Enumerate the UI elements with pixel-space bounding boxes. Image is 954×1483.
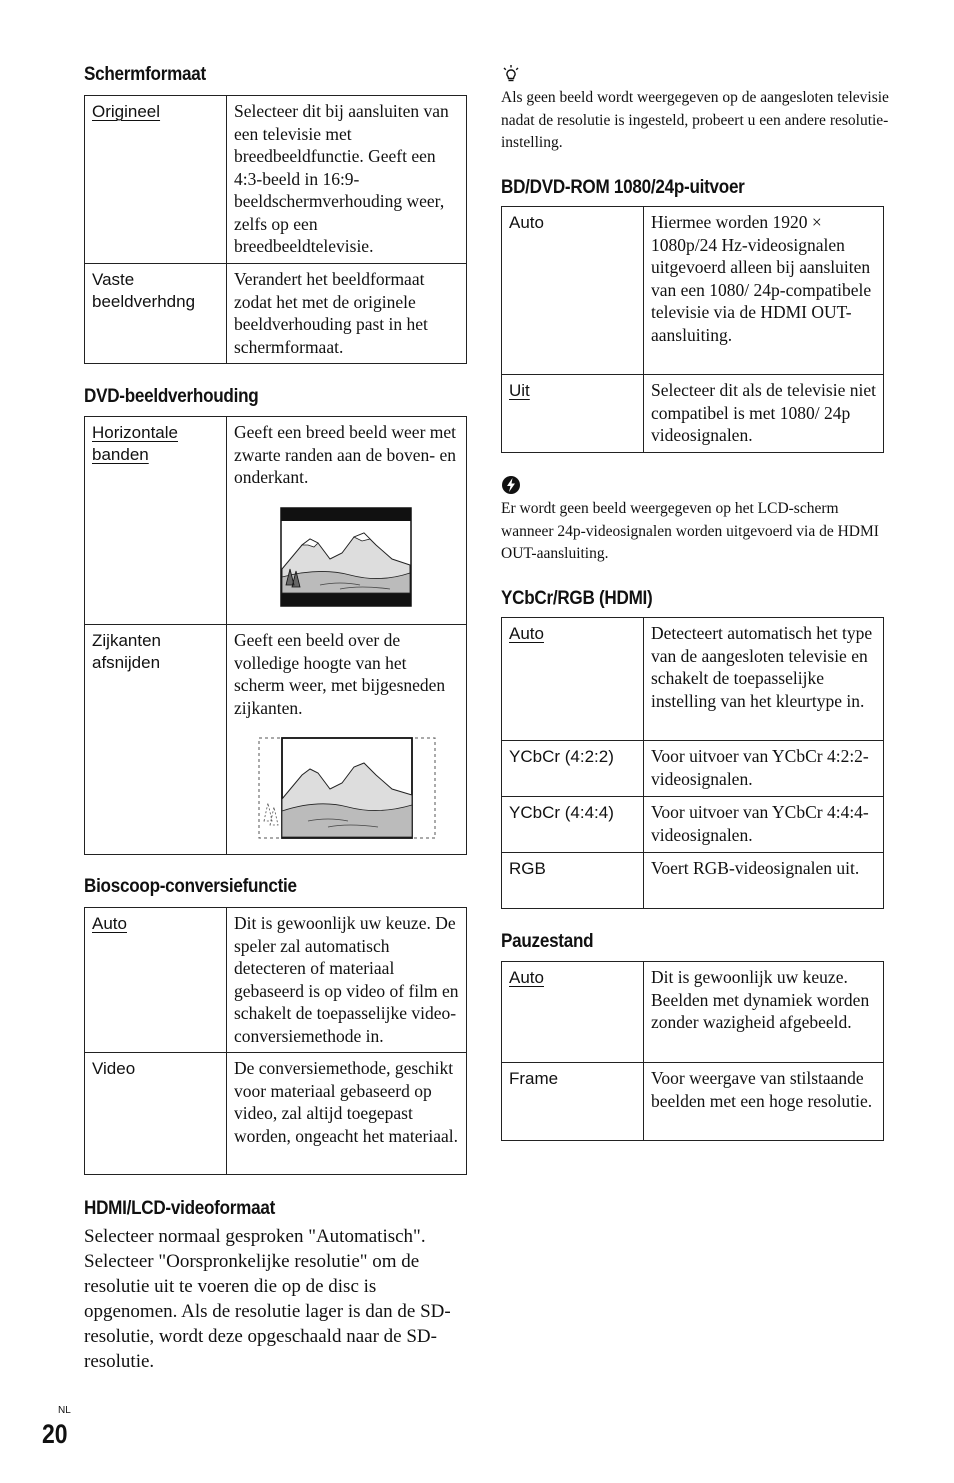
section-title-bd-dvd-rom: BD/DVD-ROM 1080/24p-uitvoer — [501, 177, 745, 198]
section-title-bioscoop: Bioscoop-conversiefunctie — [84, 876, 297, 897]
page-number: 20 — [42, 1419, 68, 1449]
hdmi-lcd-description: Selecteer normaal gesproken "Automatisch". Selecteer "Oorspronkelijke resolutie" om de resolutie uit te voeren die op de disc is opgenomen. Als de resolutie lager is dan de SD-resolutie, wordt deze opgeschaald naar de SD-resolutie. — [84, 1226, 451, 1372]
table-row — [85, 625, 467, 855]
pauzestand-table — [501, 961, 884, 1141]
table-row — [502, 741, 884, 797]
option-key: Horizontale banden — [92, 423, 178, 464]
pan-scan-illustration — [258, 737, 436, 839]
option-description: Hiermee worden 1920 × 1080p/24 Hz-videosignalen uitgevoerd alleen bij aansluiten van een 1080/ 24p-compatibele televisie via de HDMI OUT-aansluiting. — [644, 207, 884, 375]
table-row — [85, 1053, 467, 1175]
ycbcr-rgb-table — [501, 617, 884, 909]
table-row — [85, 96, 467, 264]
option-key: Auto — [509, 624, 544, 643]
table-row — [502, 853, 884, 909]
bioscoop-table — [84, 907, 467, 1175]
page-language-label: NL — [58, 1405, 71, 1416]
table-row — [85, 417, 467, 625]
option-key: Auto — [509, 968, 544, 987]
table-row — [502, 207, 884, 375]
option-description: De conversiemethode, geschikt voor materiaal gebaseerd op video, zal altijd toegepast worden, ongeacht het materiaal. — [227, 1053, 467, 1175]
option-key: Origineel — [92, 102, 161, 121]
table-row — [502, 618, 884, 741]
option-description: Detecteert automatisch het type van de aangesloten televisie en schakelt de toepasselijke instelling van het kleurtype in. — [644, 618, 884, 741]
section-title-ycbcr-rgb: YCbCr/RGB (HDMI) — [501, 588, 653, 609]
option-key: Frame — [502, 1063, 644, 1141]
table-row — [502, 797, 884, 853]
option-key: RGB — [502, 853, 644, 909]
option-description: Selecteer dit als de televisie niet compatibel is met 1080/ 24p videosignalen. — [644, 375, 884, 453]
option-description: Voor uitvoer van YCbCr 4:4:4-videosignalen. — [644, 797, 884, 853]
option-description: Voor uitvoer van YCbCr 4:2:2-videosignalen. — [644, 741, 884, 797]
option-key: Vaste beeldverhdng — [85, 264, 227, 364]
lightning-icon — [501, 475, 521, 495]
option-description: Voert RGB-videosignalen uit. — [644, 853, 884, 909]
option-key: Auto — [502, 207, 644, 375]
option-description: Dit is gewoonlijk uw keuze. De speler zal automatisch detecteren of materiaal gebaseerd is op video of film en schakelt de toepasselijke video-conversiemethode in. — [227, 908, 467, 1053]
option-description: Dit is gewoonlijk uw keuze. Beelden met dynamiek worden zonder wazigheid afgebeeld. — [644, 962, 884, 1063]
table-row — [85, 908, 467, 1053]
section-title-dvd: DVD-beeldverhouding — [84, 386, 259, 407]
table-row — [502, 1063, 884, 1141]
bd-dvd-rom-table — [501, 206, 884, 453]
letterbox-illustration — [280, 507, 412, 607]
lightbulb-icon — [501, 64, 521, 84]
option-key: Uit — [509, 381, 530, 400]
option-key: YCbCr (4:2:2) — [502, 741, 644, 797]
option-description: Selecteer dit bij aansluiten van een televisie met breedbeeldfunctie. Geeft een 4:3-beeld in 16:9-beeldschermverhouding weer, zelfs op een breedbeeldtelevisie. — [227, 96, 467, 264]
section-title-schermformaat: Schermformaat — [84, 64, 206, 85]
schermformaat-table — [84, 95, 467, 364]
option-key: YCbCr (4:4:4) — [502, 797, 644, 853]
option-description: Verandert het beeldformaat zodat het met de originele beeldverhouding past in het schermformaat. — [227, 264, 467, 364]
table-row — [502, 375, 884, 453]
tip-note: Als geen beeld wordt weergegeven op de aangesloten televisie nadat de resolutie is ingesteld, probeert u een andere resolutie-instelling. — [501, 89, 889, 151]
option-key: Zijkanten afsnijden — [85, 625, 227, 855]
table-row — [85, 264, 467, 364]
section-title-hdmi-lcd: HDMI/LCD-videoformaat — [84, 1198, 275, 1219]
option-description: Geeft een beeld over de volledige hoogte van het scherm weer, met bijgesneden zijkanten. — [234, 630, 446, 718]
option-description: Geeft een breed beeld weer met zwarte randen aan de boven- en onderkant. — [234, 422, 457, 487]
section-title-pauzestand: Pauzestand — [501, 931, 594, 952]
warning-note: Er wordt geen beeld weergegeven op het LCD-scherm wanneer 24p-videosignalen worden uitgevoerd via de HDMI OUT-aansluiting. — [501, 500, 879, 562]
option-key: Video — [85, 1053, 227, 1175]
option-description: Voor weergave van stilstaande beelden met een hoge resolutie. — [644, 1063, 884, 1141]
dvd-table — [84, 416, 467, 855]
table-row — [502, 962, 884, 1063]
option-key: Auto — [92, 914, 127, 933]
